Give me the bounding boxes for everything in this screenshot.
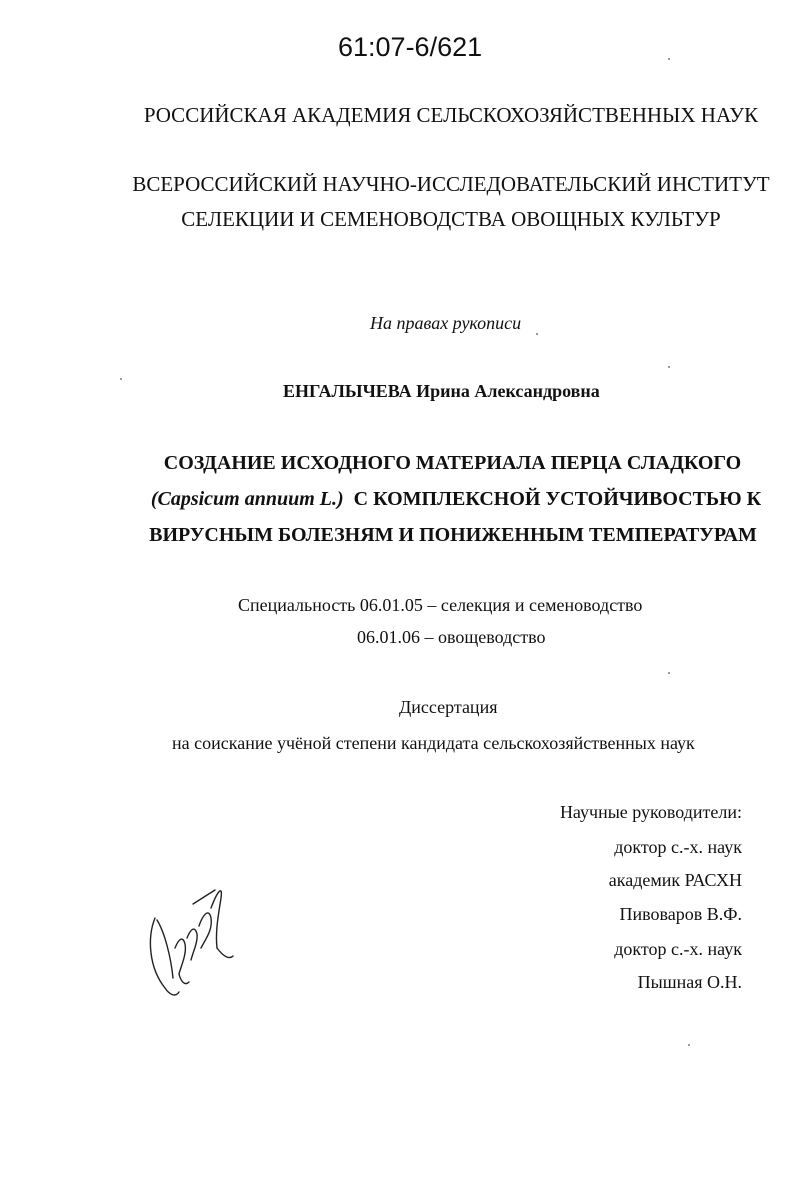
specialty-line2: 06.01.06 – овощеводство [357, 627, 546, 647]
scan-speck [668, 672, 670, 674]
thesis-title-line2-rest: С КОМПЛЕКСНОЙ УСТОЙЧИВОСТЬЮ К [353, 488, 762, 510]
dissertation-purpose: на соискание учёной степени кандидата сельскохозяйственных наук [172, 733, 695, 753]
institute-name-line2: СЕЛЕКЦИИ И СЕМЕНОВОДСТВА ОВОЩНЫХ КУЛЬТУР [181, 207, 721, 231]
supervisor1-title: академик РАСХН [608, 870, 742, 890]
author-name: ЕНГАЛЫЧЕВА Ирина Александровна [283, 381, 600, 401]
supervisor2-name: Пышная О.Н. [637, 972, 742, 992]
handwritten-signature [135, 878, 245, 1003]
thesis-title-line3: ВИРУСНЫМ БОЛЕЗНЯМ И ПОНИЖЕННЫМ ТЕМПЕРАТУРАМ [149, 524, 757, 546]
supervisor2-degree: доктор с.-х. наук [614, 939, 742, 959]
thesis-title-line1: СОЗДАНИЕ ИСХОДНОГО МАТЕРИАЛА ПЕРЦА СЛАДКОГО [163, 452, 742, 474]
latin-species-name: (Capsicum annuum L.) [150, 488, 344, 510]
specialty-line1: Специальность 06.01.05 – селекция и семеноводство [238, 595, 643, 615]
institute-name-line1: ВСЕРОССИЙСКИЙ НАУЧНО-ИССЛЕДОВАТЕЛЬСКИЙ ИНСТИТУТ [132, 172, 770, 196]
catalog-number: 61:07-6/621 [338, 32, 483, 62]
supervisor1-degree: доктор с.-х. наук [614, 837, 742, 857]
scan-speck [536, 333, 538, 335]
scan-speck [668, 366, 670, 368]
supervisor1-name: Пивоваров В.Ф. [619, 904, 742, 924]
scan-speck [668, 58, 670, 60]
supervisors-heading: Научные руководители: [559, 802, 742, 822]
academy-name: РОССИЙСКАЯ АКАДЕМИЯ СЕЛЬСКОХОЗЯЙСТВЕННЫХ НАУК [143, 103, 759, 127]
scan-speck [688, 1044, 690, 1046]
thesis-title-line2 [0, 488, 792, 511]
scan-speck [120, 378, 122, 380]
manuscript-note: На правах рукописи [370, 313, 522, 333]
dissertation-label: Диссертация [399, 697, 498, 717]
